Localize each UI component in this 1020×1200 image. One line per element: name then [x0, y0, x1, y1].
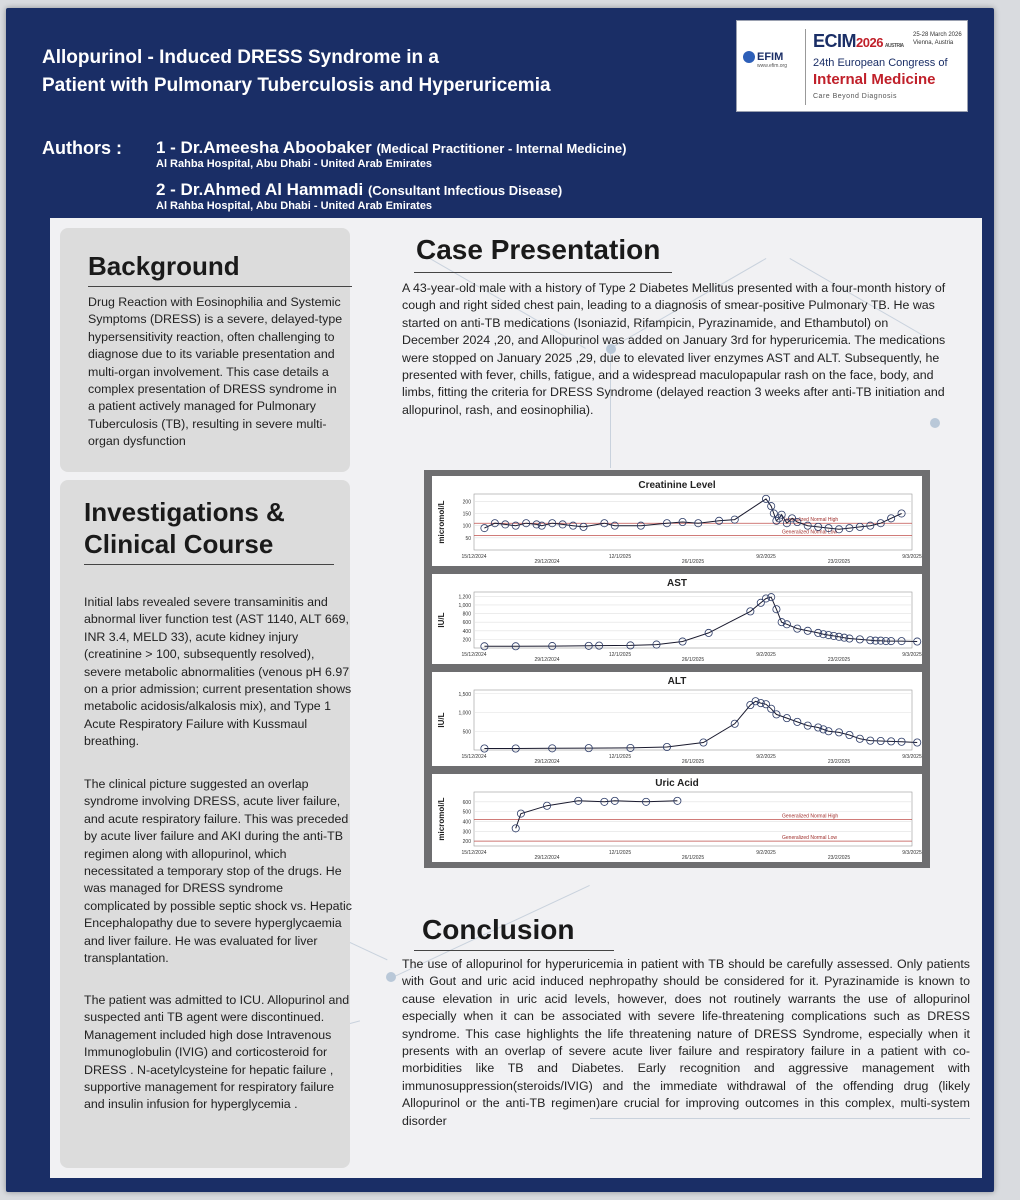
- ecim-country: AUSTRIA: [884, 43, 904, 49]
- author-1: [156, 138, 626, 158]
- y-tick-label: 1,500: [458, 691, 471, 698]
- series-line: [516, 801, 678, 829]
- x-tick-label: 9/3/2025: [902, 754, 922, 760]
- title-line-2: Patient with Pulmonary Tuberculosis and Hyperuricemia: [42, 75, 551, 96]
- y-tick-label: 800: [462, 611, 471, 618]
- x-tick-label: 29/12/2024: [534, 657, 560, 663]
- x-tick-label: 12/1/2025: [608, 554, 632, 560]
- series-line: [484, 701, 917, 748]
- y-tick-label: 1,000: [458, 710, 471, 717]
- title-line-1: Allopurinol - Induced DRESS Syndrome in a: [42, 47, 439, 68]
- x-tick-label: 9/2/2025: [756, 850, 776, 856]
- y-tick-label: 400: [462, 819, 471, 826]
- congress-dates: 25-28 March 2026 Vienna, Austria: [913, 32, 962, 46]
- conclusion-heading-rule: [414, 950, 614, 951]
- y-tick-label: 200: [462, 637, 471, 644]
- x-tick-label: 9/3/2025: [902, 652, 922, 658]
- congress-logo: [736, 20, 968, 112]
- chart-creatinine: [432, 476, 922, 566]
- chart-alt: [432, 672, 922, 766]
- x-tick-label: 9/3/2025: [902, 554, 922, 560]
- investigations-heading-rule: [84, 564, 334, 565]
- congress-line-1: 24th European Congress of: [813, 57, 948, 69]
- case-heading: Case Presentation: [416, 234, 661, 265]
- chart-ast: [432, 574, 922, 664]
- reference-label: Generalized Normal Low: [782, 835, 838, 842]
- plot-area: [474, 690, 912, 750]
- case-heading-rule: [414, 272, 672, 273]
- conclusion-heading: Conclusion: [422, 914, 575, 945]
- x-tick-label: 15/12/2024: [461, 554, 487, 560]
- chart-title: ALT: [667, 676, 687, 687]
- series-line: [484, 597, 917, 646]
- x-tick-label: 26/1/2025: [681, 657, 705, 663]
- y-axis-label: micromol/L: [437, 500, 446, 544]
- y-tick-label: 100: [462, 523, 471, 530]
- efim-logo: EFIM www.efim.org: [743, 51, 803, 91]
- chart-title: Creatinine Level: [638, 480, 716, 491]
- x-tick-label: 23/2/2025: [827, 657, 851, 663]
- y-axis-label: IU/L: [437, 612, 446, 628]
- decor-node: [386, 972, 396, 982]
- logo-divider: [805, 29, 806, 105]
- data-point: [512, 825, 519, 832]
- y-axis-label: IU/L: [437, 712, 446, 728]
- case-text: A 43-year-old male with a history of Type 2 Diabetes Mellitus presented with a four-month history of cough and right sided chest pain, leading to a diagnosis of smear-positive Pulmonary TB. He was started on anti-TB medications (Isoniazid, Rifampicin, Pyrazinamide, and Ethambutol) on December 2024 ,20, and Allopurinol was added on January 3rd for hyperuricemia. The medications were stopped on January 2025 ,29, due to elevated liver enzymes AST and ALT. Subsequently, he presented with fever, chills, fatigue, and a widespread maculopapular rash on the face, body, and limbs, fitting the criteria for DRESS Syndrome (delayed reaction 3 weeks after anti-TB initiation and allopurinol, rash, and eosinophilia).: [402, 281, 946, 417]
- y-tick-label: 500: [462, 729, 471, 736]
- x-tick-label: 23/2/2025: [827, 855, 851, 861]
- background-panel: [60, 228, 350, 472]
- ecim-year: 2026: [856, 35, 883, 50]
- poster-title: [42, 44, 732, 100]
- author-2: [156, 180, 562, 200]
- x-tick-label: 9/2/2025: [756, 754, 776, 760]
- x-tick-label: 12/1/2025: [608, 754, 632, 760]
- x-tick-label: 23/2/2025: [827, 559, 851, 565]
- x-tick-label: 26/1/2025: [681, 855, 705, 861]
- authors-label: Authors :: [42, 138, 122, 158]
- reference-label: Generalized Normal High: [782, 813, 839, 820]
- reference-label: Generalized Normal Low: [782, 529, 838, 536]
- y-axis-label: micromol/L: [437, 797, 446, 841]
- chart-uric-acid: [432, 774, 922, 862]
- author-2-role: (Consultant Infectious Disease): [367, 183, 563, 198]
- y-tick-label: 1,200: [458, 594, 471, 601]
- x-tick-label: 29/12/2024: [534, 855, 560, 861]
- y-tick-label: 300: [462, 829, 471, 836]
- x-tick-label: 12/1/2025: [608, 652, 632, 658]
- congress-tagline: Care Beyond Diagnosis: [813, 93, 898, 100]
- conclusion-text: The use of allopurinol for hyperuricemia in patient with TB should be carefully assessed. Only patients with Gout and uric acid induced nephropathy should be considered for it. Pyrazinamide is known to cause elevation in uric acid levels, however, does not routinely warrants the use of allopurinol especially when it can be associated with severe life-threatening complications such as DRESS syndrome. This case highlights the life threatening nature of DRESS Syndrome, especially when it presents with an overlap of severe acute liver failure and respiratory failure in a patient with co-morbidities like TB and Diabetes. Early recognition and aggressive management with immunosuppression(steroids/IVIG) and the immediate withdrawal of the offending drug (likely Allopurinol or the anti-TB regimen)are crucial for improving outcomes in this complex, multi-system disorder: [402, 957, 970, 1128]
- x-tick-label: 26/1/2025: [681, 759, 705, 765]
- x-tick-label: 15/12/2024: [461, 850, 487, 856]
- series-line: [484, 499, 901, 529]
- x-tick-label: 23/2/2025: [827, 759, 851, 765]
- x-tick-label: 9/2/2025: [756, 652, 776, 658]
- background-heading: Background: [88, 251, 240, 281]
- author-2-name: 2 - Dr.Ahmed Al Hammadi: [156, 180, 364, 199]
- reference-label: Generalized Normal High: [782, 517, 839, 524]
- decor-node: [930, 418, 940, 428]
- x-tick-label: 15/12/2024: [461, 754, 487, 760]
- x-tick-label: 9/2/2025: [756, 554, 776, 560]
- chart-title: AST: [667, 578, 687, 589]
- author-1-name: 1 - Dr.Ameesha Aboobaker: [156, 138, 372, 157]
- y-tick-label: 200: [462, 839, 471, 846]
- plot-area: [474, 792, 912, 846]
- chart-alt-svg: [432, 672, 922, 766]
- investigations-para-1: Initial labs revealed severe transaminitis and abnormal liver function test (AST 1140, ALT 669, INR 3.4, MELD 33), acute kidney injury (creatinine > 100, subsequently resolved), severe metabolic abnormalities (venous pH 6.97 on a prior admission; current presentation shows metabolic acidosis/alkalosis mix), and Type 1 Acute Respiratory Failure with Kussmaul breathing.: [84, 595, 352, 749]
- x-tick-label: 26/1/2025: [681, 559, 705, 565]
- chart-ast-svg: [432, 574, 922, 664]
- chart-uric-acid-svg: [432, 774, 922, 862]
- background-heading-rule: [88, 286, 352, 287]
- investigations-para-2: The clinical picture suggested an overlap syndrome involving DRESS, acute liver failure, and acute respiratory failure. This was preceded by acute liver failure and AKI during the anti-TB regimen along with allopurinol, which necessitated a temporary stop of the drugs. He was managed for DRESS syndrome complicated by possible septic shock vs. Hepatic Encephalopathy due to severe hyperglycaemia and liver failure. He was evaluated for liver transplantation.: [84, 777, 352, 966]
- y-tick-label: 200: [462, 499, 471, 506]
- chart-title: Uric Acid: [655, 778, 699, 789]
- ecim-logo: ECIM2026 AUSTRIA: [813, 31, 904, 51]
- author-2-affiliation: Al Rahba Hospital, Abu Dhabi - United Arab Emirates: [156, 200, 433, 212]
- chart-creatinine-svg: [432, 476, 922, 566]
- x-tick-label: 9/3/2025: [902, 850, 922, 856]
- y-tick-label: 600: [462, 799, 471, 806]
- author-1-role: (Medical Practitioner - Internal Medicine): [376, 141, 627, 156]
- x-tick-label: 12/1/2025: [608, 850, 632, 856]
- author-1-affiliation: Al Rahba Hospital, Abu Dhabi - United Arab Emirates: [156, 158, 433, 170]
- y-tick-label: 1,000: [458, 602, 471, 609]
- congress-line-2: Internal Medicine: [813, 71, 936, 88]
- x-tick-label: 15/12/2024: [461, 652, 487, 658]
- investigations-para-3: The patient was admitted to ICU. Allopurinol and suspected anti TB agent were discontinued. Management included high dose Intravenous Immunoglobulin (IVIG) and corticosteroid for DRESS . N-acetylcysteine for hepatic failure , supportive management for respiratory failure and insulin infusion for hyperglycemia .: [84, 993, 350, 1112]
- efim-url: www.efim.org: [757, 63, 788, 70]
- y-tick-label: 500: [462, 809, 471, 816]
- efim-globe-icon: [743, 51, 755, 63]
- y-tick-label: 600: [462, 620, 471, 627]
- investigations-panel: [60, 480, 350, 1168]
- background-text: Drug Reaction with Eosinophilia and Systemic Symptoms (DRESS) is a severe, delayed-type hypersensitivity reaction, often challenging to diagnose due to its variable presentation and multi-organ involvement. This case details a complex presentation of DRESS syndrome in a patient actively managed for Pulmonary Tuberculosis (TB), resulting in severe multi-organ dysfunction: [88, 295, 343, 449]
- x-tick-label: 29/12/2024: [534, 759, 560, 765]
- y-tick-label: 150: [462, 511, 471, 518]
- x-tick-label: 29/12/2024: [534, 559, 560, 565]
- lab-charts-panel: [424, 470, 930, 868]
- y-tick-label: 400: [462, 628, 471, 635]
- y-tick-label: 50: [465, 535, 471, 542]
- investigations-heading: Investigations & Clinical Course: [84, 497, 285, 559]
